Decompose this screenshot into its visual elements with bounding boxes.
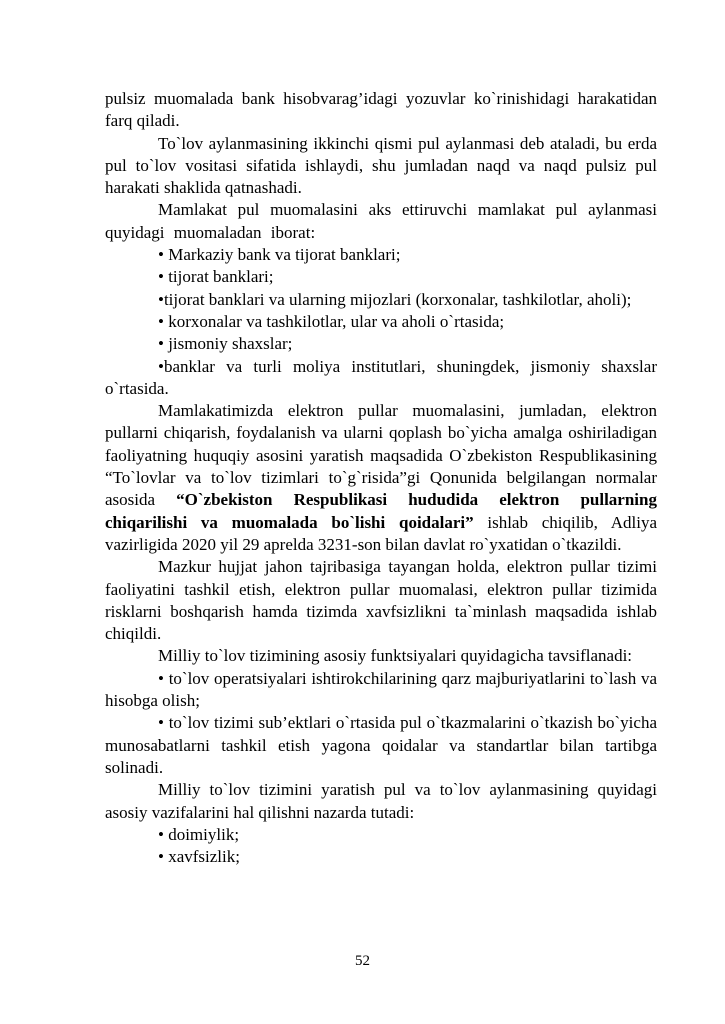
list-item: • jismoniy shaxslar; (158, 334, 293, 354)
list-item: • to`lov operatsiyalari ishtirokchilarining qarz majburiyatlarini to`lash va hisobga olish; (105, 668, 657, 711)
list-item: • Markaziy bank va tijorat banklari; (158, 245, 401, 265)
paragraph-law (105, 400, 657, 556)
page-number: 52 (355, 953, 370, 969)
law-text-before: Mamlakatimizda elektron pullar muomalasini, jumladan, elektron pullarni chiqarish, foydalanish va ularni qoplash bo`yicha amalga oshiriladigan faoliyatning huquqiy asosini yaratish maqsadida O`zbekiston Respublikasining “To`lovlar va to`lov tizimlari to`g`risida”gi Qonunida belgilangan normalar asosida (105, 401, 657, 510)
page-body (105, 88, 657, 868)
paragraph-continuation: pulsiz muomalada bank hisobvarag’idagi yozuvlar ko`rinishidagi harakatidan farq qiladi. (105, 89, 657, 131)
paragraph-tasks: Milliy to`lov tizimini yaratish pul va to`lov aylanmasining quyidagi asosiy vazifalarini hal qilishni nazarda tutadi: (105, 780, 657, 822)
list-item: • doimiylik; (158, 824, 240, 844)
list-item: • to`lov tizimi sub’ektlari o`rtasida pul o`tkazmalarini o`tkazish bo`yicha munosabatlarni tashkil etish yagona qoidalar va standartlar bilan tartibga solinadi. (105, 713, 657, 777)
law-title-bold: “O`zbekiston Respublikasi hududida elektron pullarning chiqarilishi va muomalada bo`lishi qoidalari” (105, 490, 657, 532)
list-item: • xavfsizlik; (158, 847, 240, 867)
paragraph-document: Mazkur hujjat jahon tajribasiga tayangan holda, elektron pullar tizimi faoliyatini tashkil etish, elektron pullar muomalasi, elektron pullar tizimida risklarni boshqarish hamda tizimda xavfsizlikni ta`minlash maqsadida ishlab chiqildi. (105, 557, 657, 644)
list-item: • korxonalar va tashkilotlar, ular va aholi o`rtasida; (158, 311, 505, 331)
list-item: •banklar va turli moliya institutlari, shuningdek, jismoniy shaxslar o`rtasida. (105, 356, 657, 398)
paragraph-functions: Milliy to`lov tizimining asosiy funktsiyalari quyidagicha tavsiflanadi: (158, 646, 633, 666)
paragraph-money-circulation: Mamlakat pul muomalasini aks ettiruvchi mamlakat pul aylanmasi quyidagi muomaladan iborat: (105, 200, 657, 242)
list-item: •tijorat banklari va ularning mijozlari (korxonalar, tashkilotlar, aholi); (158, 289, 632, 309)
list-item: • tijorat banklari; (158, 267, 274, 287)
paragraph-payment-turnover: To`lov aylanmasining ikkinchi qismi pul aylanmasi deb ataladi, bu erda pul to`lov vositasi sifatida ishlaydi, shu jumladan naqd va naqd pulsiz pul harakati shaklida qatnashadi. (105, 133, 657, 198)
law-text-after: ishlab chiqilib, Adliya vazirligida 2020 yil 29 aprelda 3231-son bilan davlat ro`yxatidan o`tkazildi. (105, 512, 657, 554)
